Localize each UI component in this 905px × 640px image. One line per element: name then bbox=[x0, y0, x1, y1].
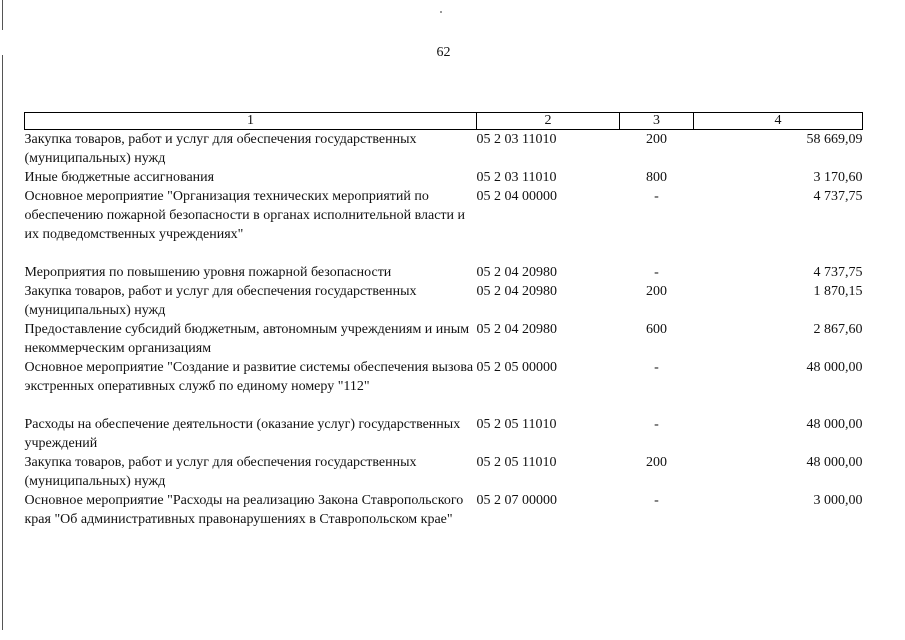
row-name: Основное мероприятие "Расходы на реализацию Закона Ставропольского края "Об административных правонарушениях в Ставропольском крае" bbox=[24, 493, 464, 527]
row-expense-type: 600 bbox=[646, 322, 667, 337]
table-row bbox=[25, 491, 863, 529]
table-row bbox=[25, 415, 863, 453]
row-code: 05 2 03 11010 bbox=[476, 170, 557, 185]
row-code: 05 2 03 11010 bbox=[476, 132, 557, 147]
row-amount: 48 000,00 bbox=[806, 360, 863, 375]
row-name: Основное мероприятие "Создание и развитие системы обеспечения вызова экстренных оперативных служб по единому номеру "112" bbox=[24, 360, 474, 394]
table-row bbox=[25, 453, 863, 491]
row-expense-type: - bbox=[654, 417, 659, 432]
table-row bbox=[25, 130, 863, 169]
row-code: 05 2 04 20980 bbox=[476, 322, 557, 337]
row-amount: 48 000,00 bbox=[806, 417, 863, 432]
column-header-4: 4 bbox=[694, 113, 863, 130]
row-expense-type: - bbox=[654, 493, 659, 508]
row-name: Закупка товаров, работ и услуг для обеспечения государственных (муниципальных) нужд bbox=[24, 132, 417, 166]
row-code: 05 2 04 20980 bbox=[476, 284, 557, 299]
row-code: 05 2 04 00000 bbox=[476, 189, 557, 204]
scan-edge-line bbox=[2, 55, 3, 630]
row-name: Расходы на обеспечение деятельности (оказание услуг) государственных учреждений bbox=[24, 417, 461, 451]
row-expense-type: - bbox=[654, 265, 659, 280]
table-row bbox=[25, 168, 863, 187]
row-name: Мероприятия по повышению уровня пожарной безопасности bbox=[24, 265, 392, 280]
row-expense-type: 800 bbox=[646, 170, 667, 185]
row-amount: 4 737,75 bbox=[813, 265, 863, 280]
page-number: 62 bbox=[436, 45, 451, 60]
row-code: 05 2 05 11010 bbox=[476, 417, 557, 432]
header-row bbox=[25, 113, 863, 130]
table-row bbox=[25, 263, 863, 282]
row-expense-type: 200 bbox=[646, 132, 667, 147]
table-row bbox=[25, 320, 863, 358]
budget-table bbox=[24, 112, 863, 529]
scan-speck bbox=[440, 11, 442, 13]
table-row bbox=[25, 187, 863, 263]
row-code: 05 2 04 20980 bbox=[476, 265, 557, 280]
row-amount: 1 870,15 bbox=[813, 284, 863, 299]
row-code: 05 2 07 00000 bbox=[476, 493, 557, 508]
row-name: Иные бюджетные ассигнования bbox=[24, 170, 215, 185]
table-row bbox=[25, 358, 863, 415]
row-name: Закупка товаров, работ и услуг для обеспечения государственных (муниципальных) нужд bbox=[24, 284, 417, 318]
row-name: Предоставление субсидий бюджетным, автономным учреждениям и иным некоммерческим организациям bbox=[24, 322, 470, 356]
row-expense-type: 200 bbox=[646, 284, 667, 299]
row-amount: 3 000,00 bbox=[813, 493, 863, 508]
row-name: Закупка товаров, работ и услуг для обеспечения государственных (муниципальных) нужд bbox=[24, 455, 417, 489]
column-header-3: 3 bbox=[620, 113, 694, 130]
column-header-1: 1 bbox=[25, 113, 477, 130]
row-code: 05 2 05 11010 bbox=[476, 455, 557, 470]
row-expense-type: - bbox=[654, 189, 659, 204]
row-name: Основное мероприятие "Организация технических мероприятий по обеспечению пожарной безопасности в органах исполнительной власти и их подведомственных учреждениях" bbox=[24, 189, 466, 242]
row-expense-type: 200 bbox=[646, 455, 667, 470]
row-code: 05 2 05 00000 bbox=[476, 360, 557, 375]
column-header-2: 2 bbox=[477, 113, 620, 130]
scan-edge-line-top bbox=[2, 0, 3, 30]
row-amount: 4 737,75 bbox=[813, 189, 863, 204]
row-amount: 48 000,00 bbox=[806, 455, 863, 470]
row-amount: 2 867,60 bbox=[813, 322, 863, 337]
row-amount: 3 170,60 bbox=[813, 170, 863, 185]
row-expense-type: - bbox=[654, 360, 659, 375]
table-row bbox=[25, 282, 863, 320]
row-amount: 58 669,09 bbox=[806, 132, 863, 147]
